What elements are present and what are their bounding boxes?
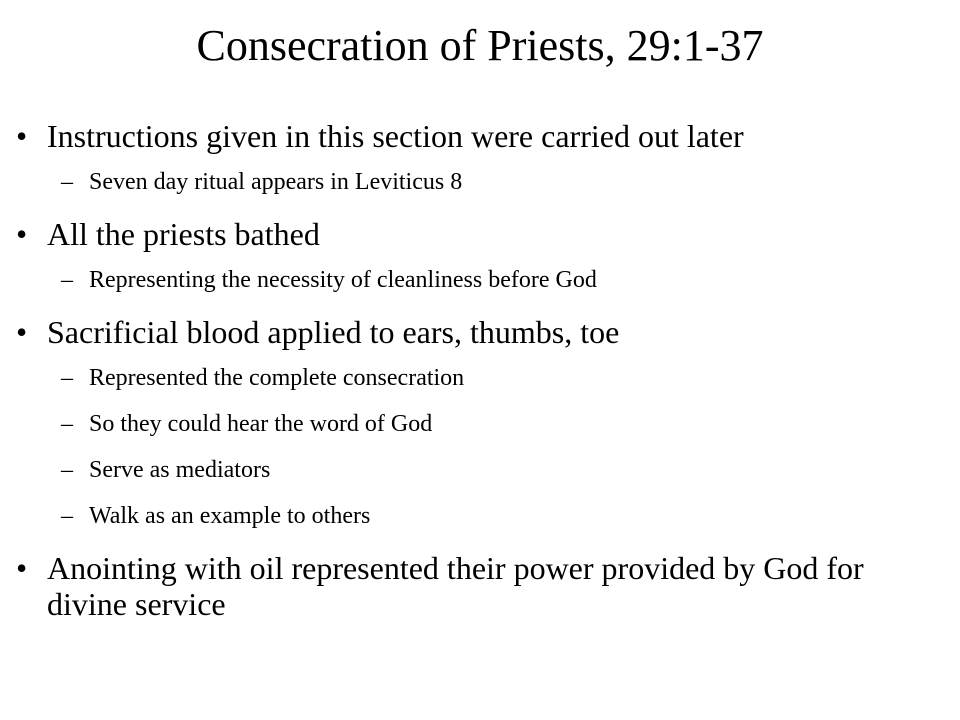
sub-bullet-item [0, 266, 960, 294]
dash-marker: – [61, 503, 73, 529]
bullet-text: Instructions given in this section were carried out later [47, 118, 744, 154]
dash-marker: – [61, 365, 73, 391]
sub-bullet-text: Representing the necessity of cleanliness before God [89, 267, 597, 293]
sub-bullet-item [0, 456, 960, 484]
sub-bullet-text: So they could hear the word of God [89, 411, 433, 437]
bullet-text: Anointing with oil represented their power provided by God for divine service [47, 550, 864, 622]
bullet-list [0, 110, 960, 622]
sub-bullet-text: Walk as an example to others [89, 503, 371, 529]
sub-bullet-text: Represented the complete consecration [89, 365, 465, 391]
bullet-item [0, 550, 960, 622]
sub-bullet-text: Seven day ritual appears in Leviticus 8 [89, 169, 463, 195]
slide-title: Consecration of Priests, 29:1-37 [196, 21, 764, 70]
bullet-marker: • [16, 118, 28, 154]
sub-bullet-item [0, 502, 960, 530]
sub-bullet-item [0, 410, 960, 438]
sub-bullet-item [0, 168, 960, 196]
bullet-item [0, 314, 960, 350]
bullet-text: Sacrificial blood applied to ears, thumbs, toe [47, 314, 620, 350]
bullet-item [0, 118, 960, 154]
sub-bullet-item [0, 364, 960, 392]
sub-bullet-text: Serve as mediators [89, 457, 271, 483]
bullet-text: All the priests bathed [47, 216, 320, 252]
bullet-item [0, 216, 960, 252]
dash-marker: – [61, 457, 73, 483]
dash-marker: – [61, 411, 73, 437]
bullet-marker: • [16, 550, 28, 586]
bullet-marker: • [16, 216, 28, 252]
dash-marker: – [61, 267, 73, 293]
bullet-marker: • [16, 314, 28, 350]
dash-marker: – [61, 169, 73, 195]
